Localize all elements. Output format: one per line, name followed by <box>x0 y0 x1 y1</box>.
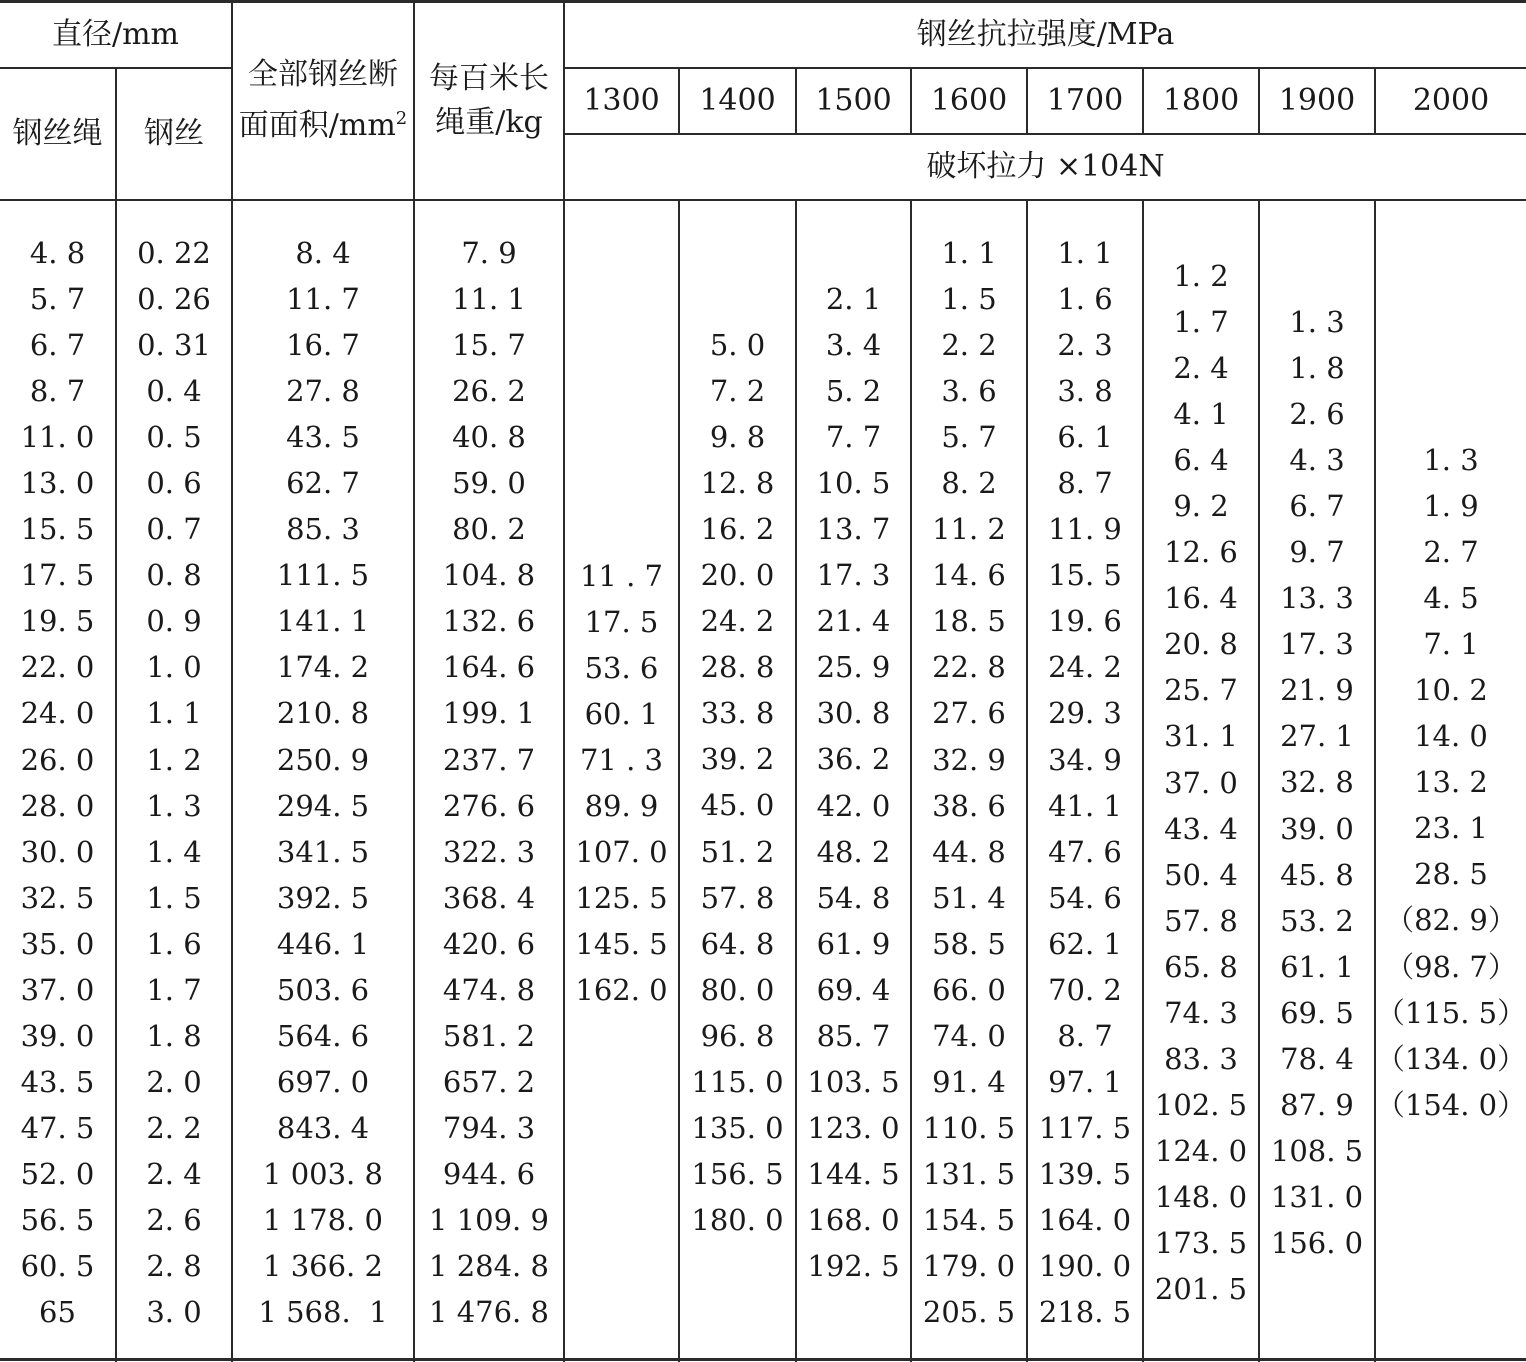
cell-wire: 1. 7 <box>146 972 202 1007</box>
cell-s1600: 91. 4 <box>932 1064 1006 1099</box>
header-strength-1300: 1300 <box>583 83 660 118</box>
cell-weight: 11. 1 <box>452 282 526 317</box>
cell-weight: 40. 8 <box>452 420 526 455</box>
cell-s2000: （82. 9） <box>1385 903 1517 938</box>
cell-s1800: 25. 7 <box>1164 673 1238 708</box>
cell-s2000: 28. 5 <box>1414 857 1488 892</box>
cell-s1400: 9. 8 <box>709 420 766 455</box>
cell-rope: 8. 7 <box>29 374 86 409</box>
cell-s1700: 34. 9 <box>1048 742 1122 777</box>
col-1900 <box>1260 299 1374 1266</box>
cell-s1800: 83. 3 <box>1164 1041 1238 1076</box>
cell-s1800: 2. 4 <box>1173 351 1229 386</box>
cell-s1900: 2. 6 <box>1289 397 1345 432</box>
cell-s1900: 13. 3 <box>1280 581 1354 616</box>
cell-s1600: 5. 7 <box>941 420 997 455</box>
cell-s1600: 3. 6 <box>941 374 997 409</box>
cell-weight: 474. 8 <box>442 972 536 1007</box>
cell-weight: 322. 3 <box>442 834 536 869</box>
cell-weight: 944. 6 <box>442 1156 536 1191</box>
cell-area: 210. 8 <box>276 696 370 731</box>
cell-s1500: 42. 0 <box>816 788 891 823</box>
cell-s1600: 44. 8 <box>932 834 1006 869</box>
cell-s1300: 11 . 7 <box>579 559 663 593</box>
col-weight <box>415 230 563 1335</box>
cell-s1600: 66. 0 <box>932 972 1006 1007</box>
cell-s2000: （115. 5） <box>1375 995 1526 1030</box>
cell-s1600: 1. 1 <box>941 236 997 270</box>
cell-s1700: 70. 2 <box>1048 972 1122 1007</box>
cell-s1400: 7. 2 <box>709 374 766 409</box>
cell-s1900: 53. 2 <box>1280 903 1354 938</box>
header-area-line2-wrap <box>239 102 407 143</box>
col-1700 <box>1028 230 1142 1335</box>
cell-s1700: 164. 0 <box>1038 1202 1132 1237</box>
cell-s1800: 4. 1 <box>1173 397 1229 432</box>
cell-s2000: （134. 0） <box>1375 1041 1526 1076</box>
cell-s1400: 16. 2 <box>700 512 775 547</box>
cell-s1600: 27. 6 <box>932 696 1006 731</box>
cell-s1400: 115. 0 <box>691 1064 784 1099</box>
header-area-line1: 全部钢丝断 <box>248 57 398 92</box>
cell-area: 843. 4 <box>276 1110 370 1145</box>
cell-rope: 6. 7 <box>29 328 86 363</box>
cell-s1700: 15. 5 <box>1048 558 1122 593</box>
cell-wire: 0. 31 <box>137 328 211 363</box>
cell-s1600: 154. 5 <box>922 1202 1016 1237</box>
cell-s1300: 162. 0 <box>575 973 668 1008</box>
cell-s1500: 25. 9 <box>816 650 891 685</box>
cell-weight: 368. 4 <box>442 880 536 915</box>
cell-s1400: 64. 8 <box>700 926 775 961</box>
cell-s1700: 117. 5 <box>1038 1110 1132 1145</box>
cell-area: 174. 2 <box>276 650 370 685</box>
cell-s1500: 103. 5 <box>807 1064 900 1099</box>
cell-s1400: 45. 0 <box>700 788 775 823</box>
header-strength-1400: 1400 <box>699 83 776 118</box>
cell-s1300: 53. 6 <box>584 651 659 686</box>
cell-s1800: 65. 8 <box>1164 949 1238 984</box>
cell-rope: 5. 7 <box>29 282 86 317</box>
header-weight-line1: 每百米长 <box>429 60 549 96</box>
cell-weight: 237. 7 <box>442 742 536 777</box>
cell-s1700: 2. 3 <box>1057 328 1113 363</box>
cell-wire: 0. 7 <box>146 512 202 547</box>
cell-s1500: 10. 5 <box>816 466 891 501</box>
cell-rope: 37. 0 <box>20 972 95 1007</box>
cell-s1900: 9. 7 <box>1289 535 1345 570</box>
cell-rope: 17. 5 <box>20 558 95 593</box>
cell-s1600: 8. 2 <box>941 466 997 501</box>
cell-s1900: 131. 0 <box>1270 1179 1364 1214</box>
cell-s1900: 69. 5 <box>1280 995 1354 1030</box>
header-tensile-strength: 钢丝抗拉强度/MPa <box>916 16 1175 52</box>
cell-area: 1 003. 8 <box>263 1156 383 1191</box>
cell-s1500: 144. 5 <box>807 1156 900 1191</box>
cell-s2000: 23. 1 <box>1414 811 1488 846</box>
cell-s1700: 8. 7 <box>1057 466 1113 501</box>
cell-s1400: 33. 8 <box>700 696 775 731</box>
cell-s1400: 12. 8 <box>700 466 775 501</box>
col-wire-diameter <box>117 230 231 1335</box>
cell-wire: 1. 8 <box>146 1018 202 1053</box>
cell-s1800: 20. 8 <box>1164 627 1238 662</box>
cell-s1800: 1. 7 <box>1173 305 1229 340</box>
cell-area: 1 568. 1 <box>258 1295 388 1330</box>
cell-rope: 28. 0 <box>20 788 95 823</box>
cell-s1800: 173. 5 <box>1154 1225 1248 1260</box>
cell-rope: 39. 0 <box>20 1018 95 1053</box>
cell-s1500: 69. 4 <box>816 972 891 1007</box>
cell-s1900: 27. 1 <box>1280 719 1354 754</box>
cell-weight: 132. 6 <box>442 604 536 639</box>
cell-s2000: 7. 1 <box>1423 627 1479 662</box>
cell-s2000: 13. 2 <box>1414 765 1488 800</box>
cell-s1900: 32. 8 <box>1280 765 1354 800</box>
cell-s1300: 107. 0 <box>575 835 668 870</box>
cell-s1900: 78. 4 <box>1280 1041 1354 1076</box>
cell-area: 1 178. 0 <box>263 1202 383 1237</box>
cell-s1900: 87. 9 <box>1280 1087 1354 1122</box>
header-strength-1500: 1500 <box>815 83 892 118</box>
cell-s1800: 148. 0 <box>1154 1179 1248 1214</box>
cell-area: 341. 5 <box>276 834 370 869</box>
cell-s1900: 39. 0 <box>1280 811 1354 846</box>
cell-s1900: 1. 8 <box>1289 351 1345 386</box>
cell-wire: 2. 2 <box>146 1110 202 1145</box>
col-1800 <box>1144 253 1258 1312</box>
cell-s1600: 11. 2 <box>932 512 1006 547</box>
cell-s1900: 1. 3 <box>1289 305 1345 339</box>
cell-s1800: 201. 5 <box>1154 1272 1248 1307</box>
cell-s1500: 2. 1 <box>825 282 882 316</box>
cell-s1700: 41. 1 <box>1048 788 1122 823</box>
cell-s2000: 1. 9 <box>1423 489 1479 524</box>
cell-s1500: 192. 5 <box>807 1248 900 1283</box>
cell-area: 111. 5 <box>276 558 370 593</box>
cell-rope: 35. 0 <box>20 926 95 961</box>
cell-area: 27. 8 <box>286 374 360 409</box>
cell-wire: 1. 1 <box>146 696 202 731</box>
cell-wire: 3. 0 <box>146 1295 202 1330</box>
cell-weight: 80. 2 <box>452 512 526 547</box>
cell-s1900: 45. 8 <box>1280 857 1354 892</box>
header-strength-2000: 2000 <box>1412 83 1490 118</box>
cell-wire: 1. 2 <box>146 742 202 777</box>
cell-s1500: 5. 2 <box>825 374 882 409</box>
cell-wire: 0. 9 <box>146 604 202 639</box>
cell-s1500: 7. 7 <box>825 420 882 455</box>
cell-rope: 65 <box>39 1295 76 1330</box>
cell-s1400: 5. 0 <box>709 328 766 362</box>
cell-rope: 26. 0 <box>20 742 95 777</box>
cell-rope: 13. 0 <box>20 466 95 501</box>
cell-s1600: 74. 0 <box>932 1018 1006 1053</box>
cell-s1500: 48. 2 <box>816 834 891 869</box>
cell-area: 141. 1 <box>276 604 370 639</box>
cell-s1700: 218. 5 <box>1038 1295 1132 1330</box>
cell-s1700: 139. 5 <box>1038 1156 1132 1191</box>
cell-s1500: 123. 0 <box>807 1110 900 1145</box>
cell-s1700: 6. 1 <box>1057 420 1113 455</box>
cell-s1600: 1. 5 <box>941 282 997 317</box>
cell-s1400: 156. 5 <box>691 1156 784 1191</box>
cell-area: 62. 7 <box>286 466 360 501</box>
cell-rope: 22. 0 <box>20 650 95 685</box>
cell-s2000: 1. 3 <box>1423 443 1479 477</box>
cell-rope: 43. 5 <box>20 1064 95 1099</box>
cell-s1400: 20. 0 <box>700 558 775 593</box>
cell-s2000: 4. 5 <box>1423 581 1479 616</box>
cell-s2000: （154. 0） <box>1375 1087 1526 1122</box>
header-strength-1900: 1900 <box>1278 83 1356 118</box>
cell-s1800: 9. 2 <box>1173 489 1229 524</box>
cell-rope: 32. 5 <box>20 880 95 915</box>
cell-s2000: 14. 0 <box>1414 719 1488 754</box>
cell-s1400: 57. 8 <box>700 880 775 915</box>
cell-s1300: 89. 9 <box>584 789 659 824</box>
cell-s1900: 156. 0 <box>1270 1225 1364 1260</box>
cell-s1700: 29. 3 <box>1048 696 1122 731</box>
cell-s1900: 6. 7 <box>1289 489 1345 524</box>
cell-s1300: 60. 1 <box>584 697 659 732</box>
cell-s1500: 13. 7 <box>816 512 891 547</box>
cell-s1800: 16. 4 <box>1164 581 1238 616</box>
cell-rope: 11. 0 <box>20 420 95 455</box>
cell-s1600: 179. 0 <box>922 1249 1016 1284</box>
cell-s1700: 1. 6 <box>1057 282 1113 317</box>
col-1500 <box>797 276 910 1289</box>
cell-s1500: 85. 7 <box>816 1018 891 1053</box>
cell-rope: 60. 5 <box>20 1249 95 1284</box>
cell-weight: 26. 2 <box>452 374 526 409</box>
cell-s1500: 17. 3 <box>816 558 891 593</box>
cell-s1400: 96. 8 <box>700 1018 775 1053</box>
cell-s1900: 4. 3 <box>1289 443 1345 478</box>
cell-s1800: 74. 3 <box>1164 995 1238 1030</box>
cell-s1600: 110. 5 <box>922 1110 1016 1145</box>
cell-weight: 1 284. 8 <box>429 1249 549 1284</box>
cell-s1400: 80. 0 <box>700 972 775 1007</box>
cell-rope: 4. 8 <box>29 236 86 270</box>
cell-s1800: 50. 4 <box>1164 857 1238 892</box>
cell-s1500: 54. 8 <box>816 880 891 915</box>
cell-rope: 15. 5 <box>20 512 95 547</box>
cell-weight: 104. 8 <box>442 558 536 593</box>
cell-rope: 47. 5 <box>20 1110 95 1145</box>
cell-s1400: 39. 2 <box>700 742 775 777</box>
cell-rope: 52. 0 <box>20 1156 95 1191</box>
cell-weight: 15. 7 <box>452 328 526 363</box>
cell-s1700: 97. 1 <box>1048 1064 1122 1099</box>
cell-s1800: 37. 0 <box>1164 765 1238 800</box>
cell-s1800: 12. 6 <box>1164 535 1238 570</box>
cell-s1700: 62. 1 <box>1048 926 1122 961</box>
cell-rope: 24. 0 <box>20 696 95 731</box>
header-breaking-force: 破坏拉力 ×104N <box>926 149 1165 184</box>
cell-s1600: 131. 5 <box>922 1156 1016 1191</box>
cell-s1800: 57. 8 <box>1164 903 1238 938</box>
cell-weight: 657. 2 <box>442 1064 536 1099</box>
rule-bottom <box>0 1358 1526 1361</box>
cell-weight: 7. 9 <box>461 236 517 270</box>
cell-s2000: 10. 2 <box>1414 673 1488 708</box>
cell-s1300: 125. 5 <box>575 881 668 916</box>
cell-weight: 1 476. 8 <box>429 1295 549 1330</box>
cell-rope: 19. 5 <box>20 604 95 639</box>
cell-wire: 1. 5 <box>146 880 202 915</box>
cell-s1400: 51. 2 <box>700 834 775 869</box>
cell-s1700: 24. 2 <box>1048 650 1122 685</box>
col-1600 <box>912 230 1026 1335</box>
col-sectional-area <box>233 230 413 1335</box>
cell-area: 11. 7 <box>286 282 360 317</box>
cell-s1600: 51. 4 <box>932 880 1006 915</box>
cell-s1600: 205. 5 <box>922 1295 1016 1330</box>
cell-wire: 2. 6 <box>146 1202 202 1237</box>
rule-header-bottom <box>0 199 1526 201</box>
cell-s2000: 2. 7 <box>1423 535 1479 570</box>
col-2000 <box>1376 437 1526 1128</box>
cell-s1600: 14. 6 <box>932 558 1006 593</box>
header-strength-1800: 1800 <box>1162 83 1240 118</box>
cell-weight: 59. 0 <box>452 466 526 501</box>
header-strength-1600: 1600 <box>930 83 1008 118</box>
cell-area: 8. 4 <box>295 236 351 270</box>
cell-area: 392. 5 <box>276 880 370 915</box>
cell-wire: 0. 26 <box>137 282 211 317</box>
cell-s1500: 30. 8 <box>816 696 891 731</box>
cell-weight: 164. 6 <box>442 650 536 685</box>
cell-wire: 0. 4 <box>146 374 202 409</box>
cell-area: 697. 0 <box>276 1064 370 1099</box>
cell-wire: 2. 8 <box>146 1249 202 1284</box>
cell-s1700: 3. 8 <box>1057 374 1113 409</box>
cell-area: 85. 3 <box>286 512 360 547</box>
cell-s1300: 71 . 3 <box>579 743 663 778</box>
cell-s1600: 38. 6 <box>932 788 1006 823</box>
header-wire: 钢丝 <box>144 116 204 151</box>
cell-area: 43. 5 <box>286 420 360 455</box>
cell-s1900: 61. 1 <box>1280 949 1354 984</box>
cell-wire: 2. 0 <box>146 1064 202 1099</box>
cell-wire: 0. 8 <box>146 558 202 593</box>
cell-s1800: 1. 2 <box>1173 259 1229 293</box>
cell-s1300: 145. 5 <box>575 927 668 962</box>
header-weight <box>415 2 563 199</box>
cell-s1500: 21. 4 <box>816 604 891 639</box>
cell-wire: 1. 4 <box>146 834 202 869</box>
cell-s1600: 32. 9 <box>932 742 1006 777</box>
cell-s1700: 8. 7 <box>1057 1018 1113 1053</box>
cell-s1500: 61. 9 <box>816 926 891 961</box>
cell-area: 294. 5 <box>276 788 370 823</box>
cell-area: 1 366. 2 <box>263 1249 383 1284</box>
cell-area: 446. 1 <box>276 926 370 961</box>
cell-area: 564. 6 <box>276 1018 370 1053</box>
cell-weight: 199. 1 <box>442 696 536 731</box>
cell-s1700: 47. 6 <box>1048 834 1122 869</box>
cell-s1700: 54. 6 <box>1048 880 1122 915</box>
cell-s1800: 6. 4 <box>1173 443 1229 478</box>
cell-s1400: 180. 0 <box>691 1202 784 1237</box>
header-area-line2: 面面积/mm <box>238 108 396 143</box>
header-area-sup: 2 <box>395 108 408 129</box>
cell-s1900: 108. 5 <box>1270 1133 1364 1168</box>
cell-s1700: 190. 0 <box>1038 1249 1132 1284</box>
cell-area: 250. 9 <box>276 742 370 777</box>
cell-weight: 276. 6 <box>442 788 536 823</box>
cell-weight: 794. 3 <box>442 1110 536 1145</box>
cell-wire: 1. 6 <box>146 926 202 961</box>
cell-s1800: 102. 5 <box>1154 1087 1248 1122</box>
cell-s1800: 43. 4 <box>1164 811 1238 846</box>
cell-weight: 581. 2 <box>442 1018 536 1053</box>
cell-s1900: 17. 3 <box>1280 627 1354 662</box>
cell-wire: 0. 22 <box>137 236 211 270</box>
cell-wire: 0. 6 <box>146 466 202 501</box>
cell-s1700: 1. 1 <box>1057 236 1113 270</box>
cell-s2000: （98. 7） <box>1385 949 1517 984</box>
col-1300 <box>565 553 678 1013</box>
col-rope-diameter <box>0 230 115 1335</box>
cell-s1600: 58. 5 <box>932 926 1006 961</box>
cell-weight: 420. 6 <box>442 926 536 961</box>
cell-wire: 1. 0 <box>146 650 202 685</box>
header-strength-1700: 1700 <box>1046 83 1124 118</box>
cell-s1500: 168. 0 <box>807 1202 900 1237</box>
cell-area: 16. 7 <box>286 328 360 363</box>
header-rope: 钢丝绳 <box>12 116 103 151</box>
cell-area: 503. 6 <box>276 972 370 1007</box>
cell-s1700: 11. 9 <box>1048 512 1122 547</box>
cell-s1600: 2. 2 <box>941 328 997 363</box>
cell-s1300: 17. 5 <box>584 605 659 640</box>
cell-s1400: 28. 8 <box>700 650 775 685</box>
col-1400 <box>680 322 795 1243</box>
cell-s1700: 19. 6 <box>1048 604 1122 639</box>
cell-rope: 56. 5 <box>20 1202 95 1237</box>
cell-s1400: 135. 0 <box>691 1110 784 1145</box>
header-weight-line2: 绳重/kg <box>435 104 543 140</box>
cell-s1800: 31. 1 <box>1164 719 1238 754</box>
cell-weight: 1 109. 9 <box>429 1202 549 1237</box>
header-diameter: 直径/mm <box>51 16 179 52</box>
cell-s1600: 22. 8 <box>932 650 1006 685</box>
cell-s1500: 3. 4 <box>825 328 882 363</box>
cell-wire: 1. 3 <box>146 788 202 823</box>
header-area <box>233 2 413 199</box>
cell-s1900: 21. 9 <box>1280 673 1354 708</box>
cell-wire: 2. 4 <box>146 1156 202 1191</box>
cell-s1800: 124. 0 <box>1154 1133 1248 1168</box>
cell-s1500: 36. 2 <box>816 742 891 777</box>
cell-s1400: 24. 2 <box>700 604 775 639</box>
cell-rope: 30. 0 <box>20 834 95 869</box>
cell-wire: 0. 5 <box>146 420 202 455</box>
cell-s1600: 18. 5 <box>932 604 1006 639</box>
